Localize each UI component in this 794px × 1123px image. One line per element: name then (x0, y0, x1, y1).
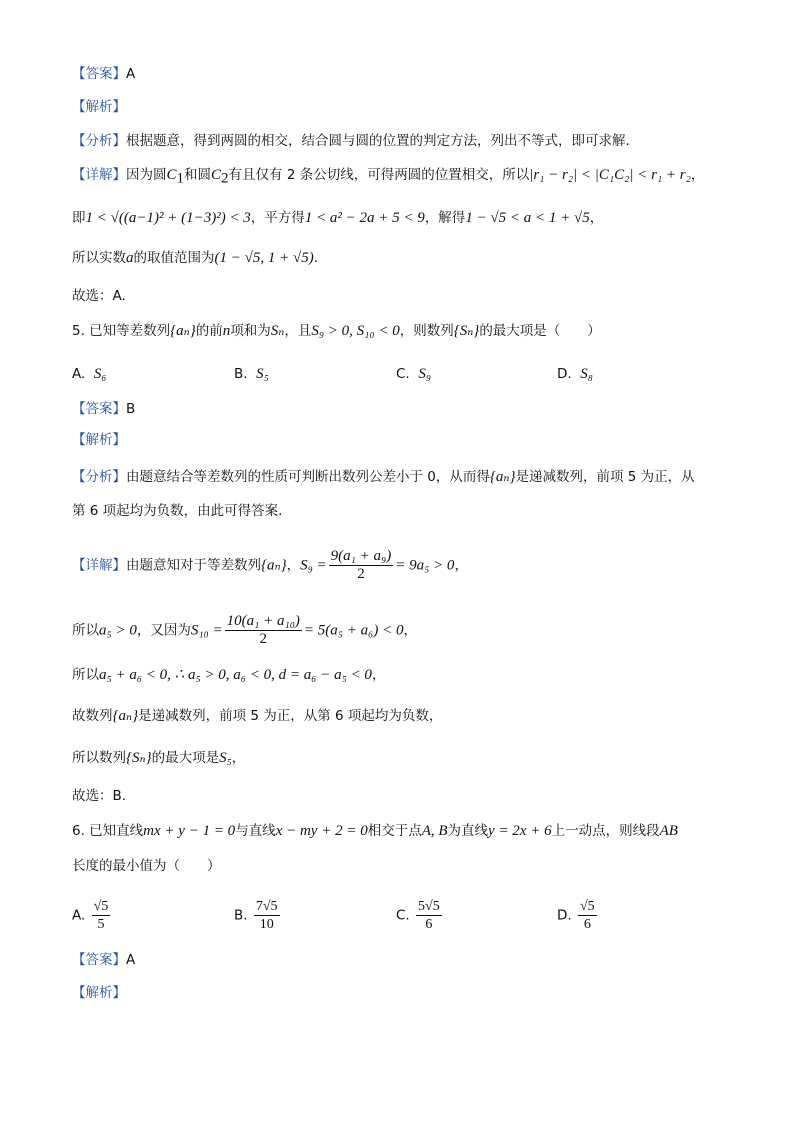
numerator: 7√5 (255, 899, 278, 914)
jiexi-tag: 【解析】 (72, 432, 126, 448)
q5-option-c (396, 364, 431, 384)
math: (1 − √5, 1 + √5) (214, 250, 314, 266)
text: 是递减数列，前项 5 为正，从第 6 项起均为负数， (138, 708, 443, 724)
fenxi-line-q5-2: 第 6 项起均为负数，由此可得答案. (72, 503, 283, 519)
text: 相交于点 (367, 823, 422, 839)
solution-line-q4-3: 所以实数a的取值范围为(1 − √5, 1 + √5). (72, 250, 318, 266)
text: ，平方得 (250, 210, 305, 226)
denominator: 6 (425, 917, 433, 932)
text: ， (403, 622, 417, 639)
option-label: A. (72, 366, 86, 382)
jiexi-tag: 【解析】 (72, 985, 126, 1001)
math: |r₁ − r₂| < |C₁C₂| < r₁ + r₂ (529, 167, 691, 183)
math: C (211, 167, 222, 183)
answer-line-q4 (72, 64, 135, 84)
text: ， (454, 557, 468, 574)
option-value: S₈ (580, 366, 593, 382)
text: 由题意结合等差数列的性质可判断出数列公差小于 0，从而得 (126, 469, 490, 485)
math: {aₙ} (489, 469, 516, 485)
math: {aₙ} (112, 708, 139, 724)
math: S₉ > 0, S₁₀ < 0 (311, 323, 400, 339)
option-value: S₆ (93, 366, 107, 382)
math: 1 − √5 < a < 1 + √5 (465, 210, 590, 226)
question-6-stem-2: 长度的最小值为（ ） (72, 858, 221, 874)
option-value: S₅ (256, 366, 269, 382)
option-label: D. (557, 907, 572, 924)
numerator: 5√5 (418, 899, 440, 914)
denominator: 6 (583, 917, 591, 932)
numerator: 9(a₁ + a₉) (330, 548, 392, 564)
xiangjie-tag: 【详解】 (72, 557, 126, 574)
answer-tag: 【答案】 (72, 952, 126, 968)
math: AB (659, 823, 678, 839)
option-value: S₉ (418, 366, 432, 382)
option-label: B. (234, 366, 248, 382)
numerator: √5 (579, 899, 595, 914)
text: 5. 已知等差数列 (72, 323, 171, 339)
text: 上一动点，则线段 (551, 823, 660, 839)
answer-value: B (126, 401, 136, 417)
question-5-stem (72, 321, 601, 341)
numerator: 10(a₁ + a₁₀) (226, 613, 300, 629)
text: ， (231, 750, 246, 766)
q5-option-a (72, 364, 107, 384)
math: = 9a₅ > 0 (395, 557, 455, 574)
text: ， (286, 557, 301, 574)
answer-line-q5 (72, 399, 135, 419)
math: 1 < a² − 2a + 5 < 9 (304, 210, 425, 226)
fenxi-tag: 【分析】 (72, 133, 126, 149)
text: 是递减数列，前项 5 为正，从 (515, 469, 695, 485)
answer-tag: 【答案】 (72, 66, 126, 82)
fenxi-line-q5 (72, 467, 695, 487)
solution-line-q5-4 (72, 706, 442, 726)
answer-value: A (126, 66, 136, 82)
option-label: B. (234, 907, 248, 924)
fraction (92, 898, 111, 933)
math: x − my + 2 = 0 (275, 823, 368, 839)
text: 因为圆 (126, 167, 167, 183)
solution-line-q5-3 (72, 665, 385, 685)
option-label: C. (396, 366, 410, 382)
fraction (416, 898, 442, 933)
text: 故数列 (72, 708, 113, 724)
math: A, B (421, 823, 448, 839)
text: 与直线 (235, 823, 276, 839)
q6-option-b (234, 898, 282, 933)
math: y = 2x + 6 (488, 823, 552, 839)
text: 的取值范围为 (133, 250, 215, 266)
text: ，且 (284, 323, 312, 339)
fenxi-text: 根据题意，得到两圆的相交，结合圆与圆的位置的判定方法，列出不等式，即可求解. (126, 133, 630, 149)
text: 的最大项是 (151, 750, 220, 766)
xiangjie-line-q4: 【详解】因为圆$C_1$和圆$C_2$有且仅有 2 条公切线，可得两圆的位置相交，所以|r₁ − r₂| < |C₁C₂| < r₁ + r₂， (72, 167, 705, 187)
denominator: 5 (97, 917, 105, 932)
numerator: √5 (93, 899, 109, 914)
option-label: D. (557, 366, 572, 382)
math: a₅ > 0 (99, 622, 137, 639)
math: a₅ + a₆ < 0, ∴ a₅ > 0, a₆ < 0, d = a₆ − a₅ < 0 (99, 667, 372, 683)
solution-line-q5-5 (72, 748, 245, 768)
jiexi-tag: 【解析】 (72, 99, 126, 115)
denominator: 2 (357, 566, 365, 582)
q5-option-d (557, 364, 593, 384)
math: {aₙ} (261, 557, 287, 574)
denominator: 2 (259, 631, 268, 647)
math: 2 (221, 170, 229, 187)
fenxi-line-q4 (72, 131, 630, 151)
text: ，解得 (424, 210, 466, 226)
text: 所以 (72, 622, 99, 639)
math: C (166, 167, 177, 183)
text: 所以实数 (72, 250, 126, 266)
question-6-stem (72, 821, 678, 841)
math: {aₙ} (170, 323, 196, 339)
text: 为直线 (447, 823, 489, 839)
answer-line-q6 (72, 950, 135, 970)
fenxi-tag: 【分析】 (72, 469, 126, 485)
math: 1 < √((a−1)² + (1−3)²) < 3 (85, 210, 251, 226)
fraction (254, 898, 280, 933)
text: ，又因为 (136, 622, 191, 639)
denominator: 10 (259, 917, 274, 932)
fraction (225, 613, 302, 648)
q5-option-b (234, 364, 269, 384)
text: 的前 (195, 323, 223, 339)
text: 所以数列 (72, 750, 126, 766)
xuan-line-q5: 故选：B. (72, 788, 127, 804)
xiangjie-tag: 【详解】 (72, 167, 126, 183)
math: mx + y − 1 = 0 (143, 823, 236, 839)
q6-option-d (557, 898, 599, 933)
text: 6. 已知直线 (72, 823, 144, 839)
solution-line-q5-2 (72, 613, 417, 648)
text: 和圆 (184, 167, 212, 183)
answer-tag: 【答案】 (72, 401, 126, 417)
answer-value: A (126, 952, 136, 968)
xiangjie-line-q5 (72, 548, 468, 583)
math: S₁₀ = (190, 622, 223, 639)
math: {Sₙ} (126, 750, 152, 766)
math: S₉ = (300, 557, 327, 574)
math: S₅ (219, 750, 232, 766)
math: = 5(a₅ + a₆) < 0 (303, 622, 404, 639)
text: ，则数列 (399, 323, 454, 339)
text: 所以 (72, 667, 99, 683)
xuan-line-q4: 故选：A. (72, 288, 126, 304)
math: {Sₙ} (453, 323, 480, 339)
math: n (222, 323, 231, 339)
text: 由题意知对于等差数列 (126, 557, 261, 574)
option-label: C. (396, 907, 410, 924)
q6-option-c (396, 898, 444, 933)
option-label: A. (72, 907, 86, 924)
q6-option-a (72, 898, 112, 933)
text: 的最大项是（ ） (479, 323, 601, 339)
text: 有且仅有 2 条公切线，可得两圆的位置相交，所以 (228, 167, 530, 183)
text: 即 (72, 210, 86, 226)
fraction (329, 548, 394, 583)
solution-line-q4-2: 即1 < √((a−1)² + (1−3)²) < 3，平方得1 < a² − 2a + 5 < 9，解得1 − √5 < a < 1 + √5， (72, 210, 604, 226)
fraction (578, 898, 597, 933)
text: ， (371, 667, 386, 683)
math: Sₙ (270, 323, 285, 339)
text: 项和为 (230, 323, 271, 339)
math: a (126, 250, 134, 266)
math: 1 (176, 170, 185, 187)
